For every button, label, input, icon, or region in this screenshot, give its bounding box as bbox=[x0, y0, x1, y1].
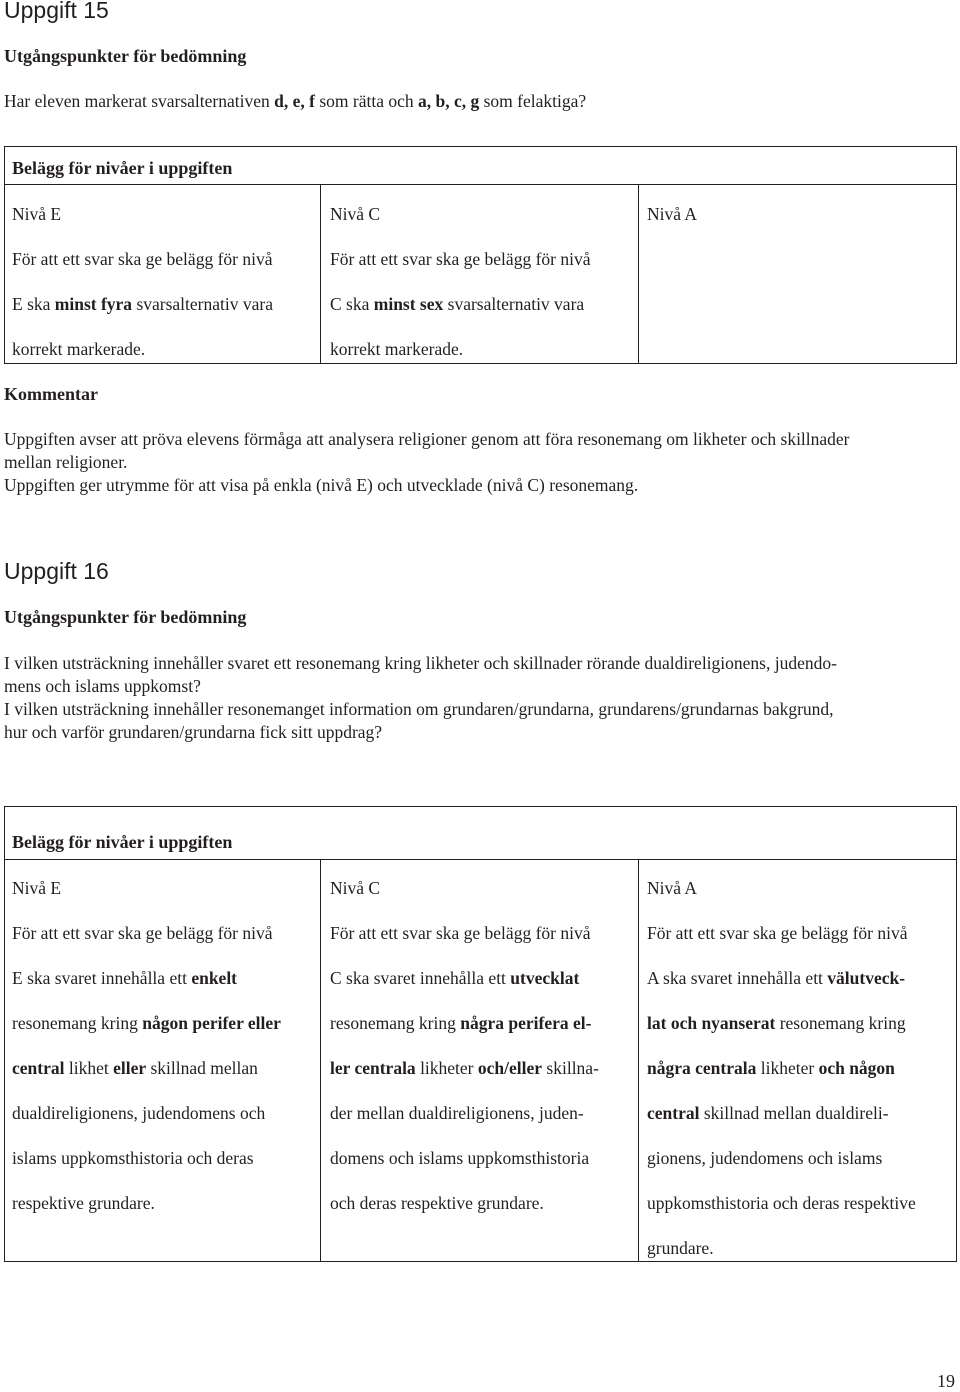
table-divider bbox=[320, 859, 321, 1262]
table-divider bbox=[638, 184, 639, 364]
task15-table-title: Belägg för nivåer i uppgiften bbox=[12, 158, 233, 178]
task16-paragraph-line: hur och varför grundaren/grundarna fick sitt uppdrag? bbox=[4, 722, 383, 742]
table-divider bbox=[4, 184, 957, 185]
comment-line: Uppgiften avser att pröva elevens förmåga att analysera religioner genom att föra resonemang om likheter och skillnader bbox=[4, 429, 850, 449]
level-c-header: Nivå C bbox=[330, 878, 381, 898]
table-divider bbox=[320, 184, 321, 364]
level-a-header: Nivå A bbox=[647, 204, 698, 224]
table-divider bbox=[4, 859, 957, 860]
task16-table-title: Belägg för nivåer i uppgiften bbox=[12, 832, 233, 852]
task15-subheading: Utgångspunkter för bedömning bbox=[4, 46, 247, 66]
level-c-header: Nivå C bbox=[330, 204, 381, 224]
task16-subheading: Utgångspunkter för bedömning bbox=[4, 607, 247, 627]
comment-line: Uppgiften ger utrymme för att visa på enkla (nivå E) och utvecklade (nivå C) resonemang. bbox=[4, 475, 639, 495]
task15-question: Har eleven markerat svarsalternativen d, e, f som rätta och a, b, c, g som felaktiga? bbox=[4, 91, 587, 111]
table-divider bbox=[638, 859, 639, 1262]
comment-heading: Kommentar bbox=[4, 384, 98, 404]
task16-paragraph-line: mens och islams uppkomst? bbox=[4, 676, 201, 696]
task15-heading: Uppgift 15 bbox=[4, 0, 109, 23]
task16-paragraph-line: I vilken utsträckning innehåller resonemanget information om grundaren/grundarna, grundarens/grundarnas bakgrund, bbox=[4, 699, 834, 719]
page-number: 19 bbox=[937, 1371, 955, 1391]
level-e-header: Nivå E bbox=[12, 878, 62, 898]
task16-heading: Uppgift 16 bbox=[4, 558, 109, 584]
comment-line: mellan religioner. bbox=[4, 452, 128, 472]
level-e-header: Nivå E bbox=[12, 204, 62, 224]
level-a-header: Nivå A bbox=[647, 878, 698, 898]
task16-paragraph-line: I vilken utsträckning innehåller svaret ett resonemang kring likheter och skillnader rörande dualdireligionens, judendo- bbox=[4, 653, 837, 673]
